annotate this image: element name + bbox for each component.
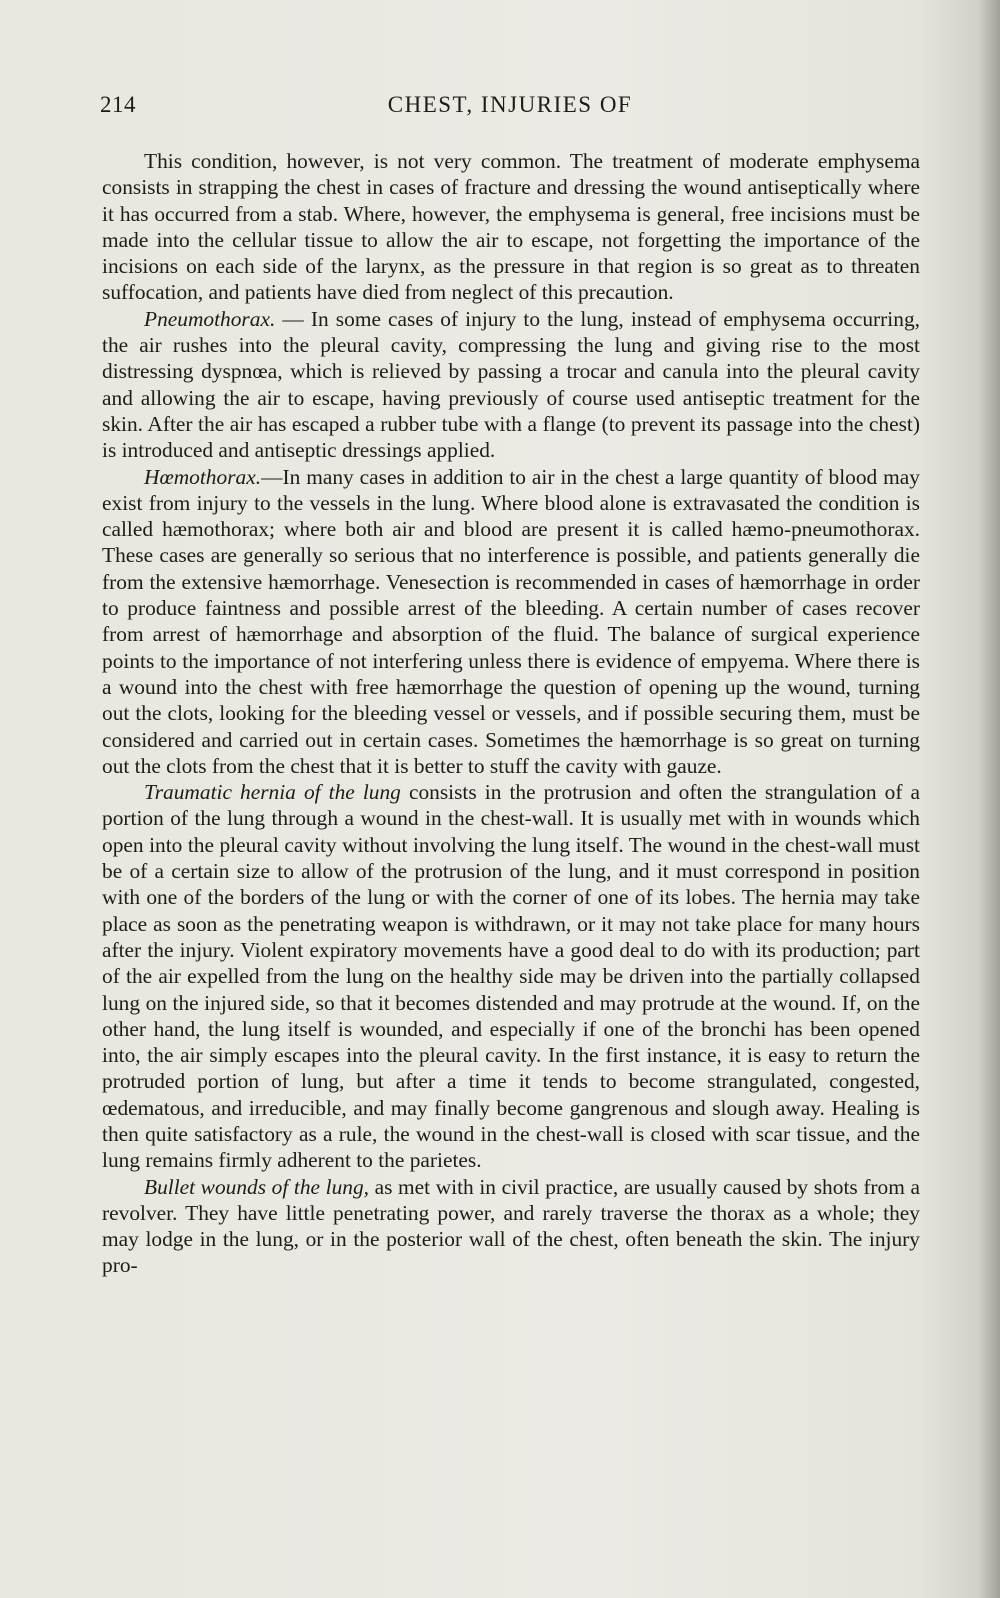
paragraph-heading: Traumatic hernia of the lung <box>144 780 401 805</box>
paragraph-traumatic-hernia <box>102 779 920 1173</box>
running-head <box>100 92 920 124</box>
page-edge-shadow <box>978 0 1000 1598</box>
paragraph-bullet-wounds <box>102 1174 920 1279</box>
paragraph-text: consists in the protrusion and often the strangulation of a portion of the lung through a wound in the chest-wall. It is usually met with in wounds which open into the pleural cavity without involving the lung itself. The wound in the chest-wall must be of a certain size to allow of the protrusion of the lung, and it must correspond in position with one of the borders of the lung or with the corner of one of its lobes. The hernia may take place as soon as the penetrating weapon is withdrawn, or it may not take place for many hours after the injury. Violent expiratory movements have a good deal to do with its production; part of the air expelled from the lung on the healthy side may be driven into the partially collapsed lung on the injured side, so that it becomes distended and may protrude at the wound. If, on the other hand, the lung itself is wounded, and especially if one of the bronchi has been opened into, the air simply escapes into the pleural cavity. In the first instance, it is easy to return the protruded portion of lung, but after a time it tends to become strangulated, congested, œdematous, and irreducible, and may finally become gangrenous and slough away. Healing is then quite satisfactory as a rule, the wound in the chest-wall is closed with scar tissue, and the lung remains firmly adherent to the parietes. <box>102 780 921 1173</box>
paragraph-text: — In some cases of injury to the lung, instead of emphysema occurring, the air rushes into the pleural cavity, compressing the lung and giving rise to the most distressing dyspnœa, which is relieved by passing a trocar and canula into the pleural cavity and allowing the air to escape, having previously of course used antiseptic treatment for the skin. After the air has escaped a rubber tube with a flange (to prevent its passage into the chest) is introduced and antiseptic dressings applied. <box>102 306 920 463</box>
running-title: CHEST, INJURIES OF <box>387 92 633 117</box>
paragraph-haemothorax <box>102 464 920 780</box>
page-number: 214 <box>100 92 136 117</box>
paragraph-text: This condition, however, is not very common. The treatment of moderate emphysema consists in strapping the chest in cases of fracture and dressing the wound antiseptically where it has occurred from a stab. Where, however, the emphysema is general, free incisions must be made into the cellular tissue to allow the air to escape, not forgetting the importance of the incisions on each side of the larynx, as the pressure in that region is so great as to threaten suffocation, and patients have died from neglect of this precaution. <box>102 149 920 305</box>
paragraph-emphysema-treatment <box>102 148 920 306</box>
paragraph-heading: Bullet wounds of the lung, <box>144 1174 370 1199</box>
paragraph-text: as met with in civil practice, are usually caused by shots from a revolver. They have little penetrating power, and rarely traverse the thorax as a whole; they may lodge in the lung, or in the posterior wall of the chest, often beneath the skin. The injury pro- <box>102 1174 920 1278</box>
paragraph-pneumothorax <box>102 306 920 464</box>
paragraph-text: —In many cases in addition to air in the chest a large quantity of blood may exist from injury to the vessels in the lung. Where blood alone is extravasated the condition is called hæmothorax; where both air and blood are present it is called hæmo-pneumothorax. These cases are generally so serious that no interference is possible, and patients generally die from the extensive hæmorrhage. Venesection is recommended in cases of hæmorrhage in order to produce faintness and possible arrest of the bleeding. A certain number of cases recover from arrest of hæmorrhage and absorption of the fluid. The balance of surgical experience points to the importance of not interfering unless there is evidence of empyema. Where there is a wound into the chest with free hæmorrhage the question of opening up the wound, turning out the clots, looking for the bleeding vessel or vessels, and if possible securing them, must be considered and carried out in certain cases. Sometimes the hæmorrhage is so great on turning out the clots from the chest that it is better to stuff the cavity with gauze. <box>102 464 920 778</box>
paragraph-heading: Pneumothorax. <box>144 306 276 331</box>
text-body <box>102 148 920 1279</box>
paragraph-heading: Hœmothorax. <box>144 464 262 489</box>
